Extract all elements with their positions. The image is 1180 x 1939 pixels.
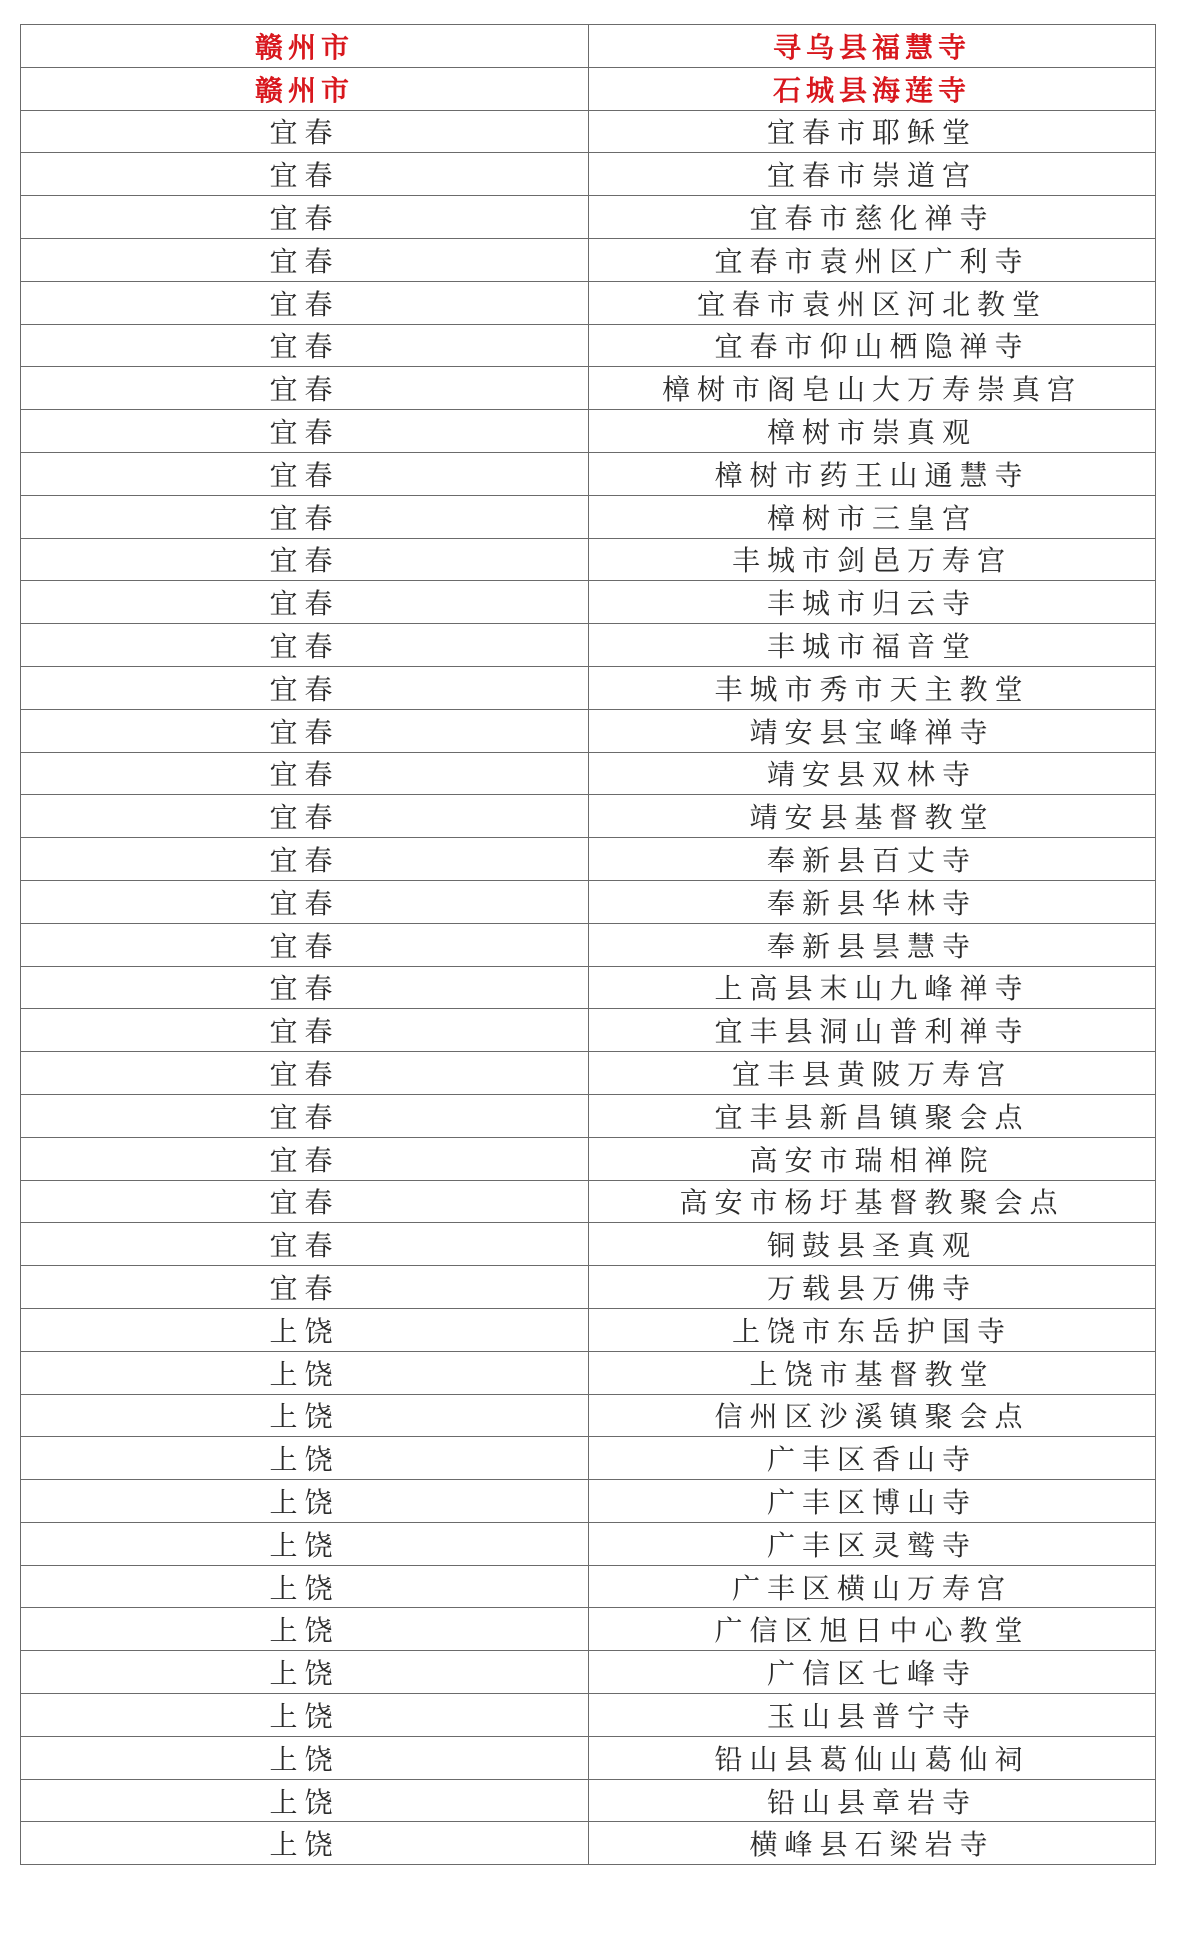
table-row <box>21 1223 1156 1266</box>
city-cell: 上饶 <box>21 1736 589 1779</box>
table-row <box>21 1522 1156 1565</box>
site-cell: 信州区沙溪镇聚会点 <box>589 1394 1156 1437</box>
table-row <box>21 581 1156 624</box>
city-cell: 上饶 <box>21 1565 589 1608</box>
table-row <box>21 1137 1156 1180</box>
city-cell: 宜春 <box>21 880 589 923</box>
city-cell: 上饶 <box>21 1351 589 1394</box>
religious-sites-table <box>20 24 1156 1865</box>
table-row <box>21 1779 1156 1822</box>
site-cell: 高安市杨圩基督教聚会点 <box>589 1180 1156 1223</box>
city-cell: 宜春 <box>21 238 589 281</box>
table-row <box>21 452 1156 495</box>
site-cell: 樟树市三皇宫 <box>589 495 1156 538</box>
site-cell: 樟树市崇真观 <box>589 410 1156 453</box>
site-cell: 万载县万佛寺 <box>589 1266 1156 1309</box>
table-row <box>21 238 1156 281</box>
city-cell: 宜春 <box>21 1180 589 1223</box>
table-row <box>21 1480 1156 1523</box>
site-cell: 奉新县百丈寺 <box>589 838 1156 881</box>
city-cell: 宜春 <box>21 452 589 495</box>
city-cell: 宜春 <box>21 966 589 1009</box>
table-row <box>21 67 1156 110</box>
table-row <box>21 538 1156 581</box>
table-row <box>21 1608 1156 1651</box>
city-cell: 宜春 <box>21 1266 589 1309</box>
city-cell: 宜春 <box>21 1052 589 1095</box>
table-row <box>21 752 1156 795</box>
site-cell: 高安市瑞相禅院 <box>589 1137 1156 1180</box>
table-row <box>21 324 1156 367</box>
city-cell: 宜春 <box>21 624 589 667</box>
table-row <box>21 367 1156 410</box>
site-cell: 广丰区横山万寿宫 <box>589 1565 1156 1608</box>
site-cell: 靖安县双林寺 <box>589 752 1156 795</box>
city-cell: 宜春 <box>21 281 589 324</box>
city-cell: 上饶 <box>21 1308 589 1351</box>
city-cell: 宜春 <box>21 367 589 410</box>
site-cell: 丰城市归云寺 <box>589 581 1156 624</box>
site-cell: 宜丰县新昌镇聚会点 <box>589 1094 1156 1137</box>
table-row <box>21 1437 1156 1480</box>
city-cell: 上饶 <box>21 1779 589 1822</box>
site-cell: 广丰区香山寺 <box>589 1437 1156 1480</box>
table-row <box>21 1394 1156 1437</box>
site-cell: 靖安县基督教堂 <box>589 795 1156 838</box>
site-cell: 宜丰县洞山普利禅寺 <box>589 1009 1156 1052</box>
city-cell: 上饶 <box>21 1608 589 1651</box>
site-cell: 上高县末山九峰禅寺 <box>589 966 1156 1009</box>
city-cell: 宜春 <box>21 110 589 153</box>
table-row <box>21 1052 1156 1095</box>
site-cell: 樟树市药王山通慧寺 <box>589 452 1156 495</box>
site-cell: 靖安县宝峰禅寺 <box>589 709 1156 752</box>
table-row <box>21 1266 1156 1309</box>
city-cell: 宜春 <box>21 581 589 624</box>
site-cell: 宜丰县黄陂万寿宫 <box>589 1052 1156 1095</box>
site-cell: 宜春市袁州区河北教堂 <box>589 281 1156 324</box>
city-cell: 宜春 <box>21 1094 589 1137</box>
city-cell: 宜春 <box>21 153 589 196</box>
city-cell: 宜春 <box>21 1009 589 1052</box>
site-cell: 广信区七峰寺 <box>589 1651 1156 1694</box>
table-row <box>21 25 1156 68</box>
site-cell: 丰城市剑邑万寿宫 <box>589 538 1156 581</box>
city-cell: 宜春 <box>21 666 589 709</box>
city-cell: 宜春 <box>21 709 589 752</box>
city-cell: 宜春 <box>21 1223 589 1266</box>
site-cell: 丰城市秀市天主教堂 <box>589 666 1156 709</box>
site-cell: 横峰县石梁岩寺 <box>589 1822 1156 1865</box>
city-cell: 上饶 <box>21 1522 589 1565</box>
table-row <box>21 838 1156 881</box>
site-cell: 石城县海莲寺 <box>589 67 1156 110</box>
table-row <box>21 1180 1156 1223</box>
table-row <box>21 709 1156 752</box>
site-cell: 宜春市耶稣堂 <box>589 110 1156 153</box>
city-cell: 宜春 <box>21 1137 589 1180</box>
city-cell: 上饶 <box>21 1694 589 1737</box>
city-cell: 宜春 <box>21 752 589 795</box>
table-row <box>21 1009 1156 1052</box>
city-cell: 宜春 <box>21 196 589 239</box>
city-cell: 上饶 <box>21 1480 589 1523</box>
city-cell: 宜春 <box>21 410 589 453</box>
site-cell: 广丰区灵鹫寺 <box>589 1522 1156 1565</box>
table-row <box>21 1094 1156 1137</box>
city-cell: 宜春 <box>21 495 589 538</box>
site-cell: 奉新县华林寺 <box>589 880 1156 923</box>
city-cell: 赣州市 <box>21 67 589 110</box>
table-row <box>21 1694 1156 1737</box>
site-cell: 樟树市阁皂山大万寿崇真宫 <box>589 367 1156 410</box>
table-row <box>21 1565 1156 1608</box>
table-row <box>21 281 1156 324</box>
site-cell: 上饶市基督教堂 <box>589 1351 1156 1394</box>
table-row <box>21 624 1156 667</box>
table-row <box>21 923 1156 966</box>
site-cell: 广丰区博山寺 <box>589 1480 1156 1523</box>
city-cell: 宜春 <box>21 538 589 581</box>
table-row <box>21 795 1156 838</box>
city-cell: 宜春 <box>21 838 589 881</box>
table-row <box>21 1736 1156 1779</box>
city-cell: 上饶 <box>21 1651 589 1694</box>
table-row <box>21 666 1156 709</box>
table-row <box>21 966 1156 1009</box>
city-cell: 宜春 <box>21 923 589 966</box>
site-cell: 宜春市崇道宫 <box>589 153 1156 196</box>
table-row <box>21 1822 1156 1865</box>
city-cell: 宜春 <box>21 324 589 367</box>
site-cell: 寻乌县福慧寺 <box>589 25 1156 68</box>
table-row <box>21 153 1156 196</box>
city-cell: 赣州市 <box>21 25 589 68</box>
site-cell: 铅山县葛仙山葛仙祠 <box>589 1736 1156 1779</box>
site-cell: 铅山县章岩寺 <box>589 1779 1156 1822</box>
city-cell: 上饶 <box>21 1437 589 1480</box>
site-cell: 铜鼓县圣真观 <box>589 1223 1156 1266</box>
table-row <box>21 196 1156 239</box>
table-body <box>21 25 1156 1865</box>
table-row <box>21 1351 1156 1394</box>
table-row <box>21 110 1156 153</box>
site-cell: 奉新县昙慧寺 <box>589 923 1156 966</box>
site-cell: 宜春市仰山栖隐禅寺 <box>589 324 1156 367</box>
site-cell: 宜春市袁州区广利寺 <box>589 238 1156 281</box>
site-cell: 广信区旭日中心教堂 <box>589 1608 1156 1651</box>
site-cell: 玉山县普宁寺 <box>589 1694 1156 1737</box>
site-cell: 上饶市东岳护国寺 <box>589 1308 1156 1351</box>
city-cell: 宜春 <box>21 795 589 838</box>
table-row <box>21 1308 1156 1351</box>
table-row <box>21 880 1156 923</box>
table-row <box>21 495 1156 538</box>
site-cell: 宜春市慈化禅寺 <box>589 196 1156 239</box>
site-cell: 丰城市福音堂 <box>589 624 1156 667</box>
table-row <box>21 1651 1156 1694</box>
table-row <box>21 410 1156 453</box>
city-cell: 上饶 <box>21 1394 589 1437</box>
city-cell: 上饶 <box>21 1822 589 1865</box>
